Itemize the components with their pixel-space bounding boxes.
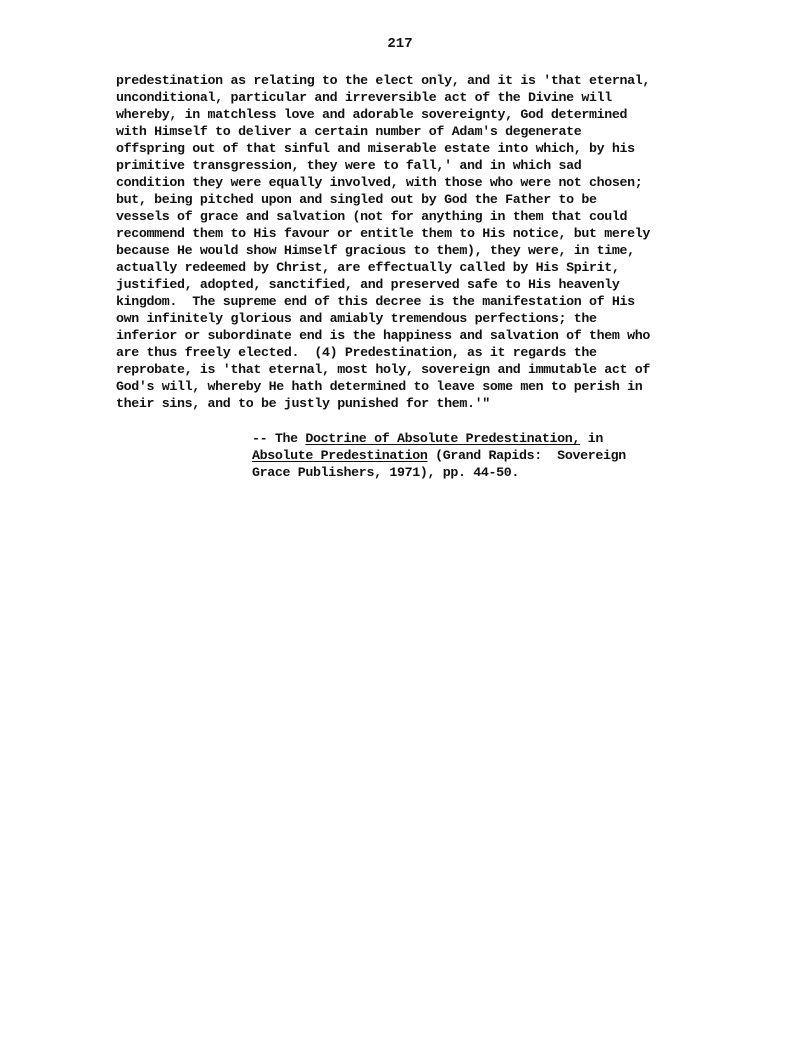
- text-line: inferior or subordinate end is the happiness and salvation of them who: [116, 328, 651, 343]
- citation-line-1: [252, 430, 712, 447]
- page-number: 217: [387, 36, 413, 52]
- text-line: unconditional, particular and irreversible act of the Divine will: [116, 90, 612, 105]
- text-line: own infinitely glorious and amiably tremendous perfections; the: [116, 311, 597, 326]
- text-line: kingdom. The supreme end of this decree is the manifestation of His: [116, 294, 635, 309]
- text-line: God's will, whereby He hath determined to leave some men to perish in: [116, 379, 643, 394]
- text-line: primitive transgression, they were to fall,' and in which sad: [116, 158, 582, 173]
- quotation-body: [116, 72, 736, 412]
- citation-prefix: -- The: [252, 431, 306, 446]
- text-line: justified, adopted, sanctified, and preserved safe to His heavenly: [116, 277, 620, 292]
- text-line: recommend them to His favour or entitle them to His notice, but merely: [116, 226, 651, 241]
- text-line: with Himself to deliver a certain number of Adam's degenerate: [116, 124, 582, 139]
- book-title: Absolute Predestination: [252, 448, 428, 463]
- text-line: predestination as relating to the elect only, and it is 'that eternal,: [116, 73, 651, 88]
- text-line: but, being pitched upon and singled out by God the Father to be: [116, 192, 597, 207]
- text-line: condition they were equally involved, with those who were not chosen;: [116, 175, 643, 190]
- work-title: Doctrine of Absolute Predestination,: [305, 431, 581, 446]
- publisher-part: (Grand Rapids: Sovereign: [427, 448, 626, 463]
- citation-line-2: [252, 447, 712, 464]
- text-line: whereby, in matchless love and adorable sovereignty, God determined: [116, 107, 628, 122]
- citation-joiner: in: [580, 431, 603, 446]
- text-line: actually redeemed by Christ, are effectually called by His Spirit,: [116, 260, 620, 275]
- citation: [252, 430, 712, 481]
- text-line: reprobate, is 'that eternal, most holy, sovereign and immutable act of: [116, 362, 651, 377]
- text-line: offspring out of that sinful and miserable estate into which, by his: [116, 141, 635, 156]
- text-line: vessels of grace and salvation (not for anything in them that could: [116, 209, 628, 224]
- text-line: are thus freely elected. (4) Predestination, as it regards the: [116, 345, 597, 360]
- text-line: their sins, and to be justly punished for them.'": [116, 396, 490, 411]
- citation-line-3: Grace Publishers, 1971), pp. 44-50.: [252, 465, 520, 480]
- text-line: because He would show Himself gracious to them), they were, in time,: [116, 243, 635, 258]
